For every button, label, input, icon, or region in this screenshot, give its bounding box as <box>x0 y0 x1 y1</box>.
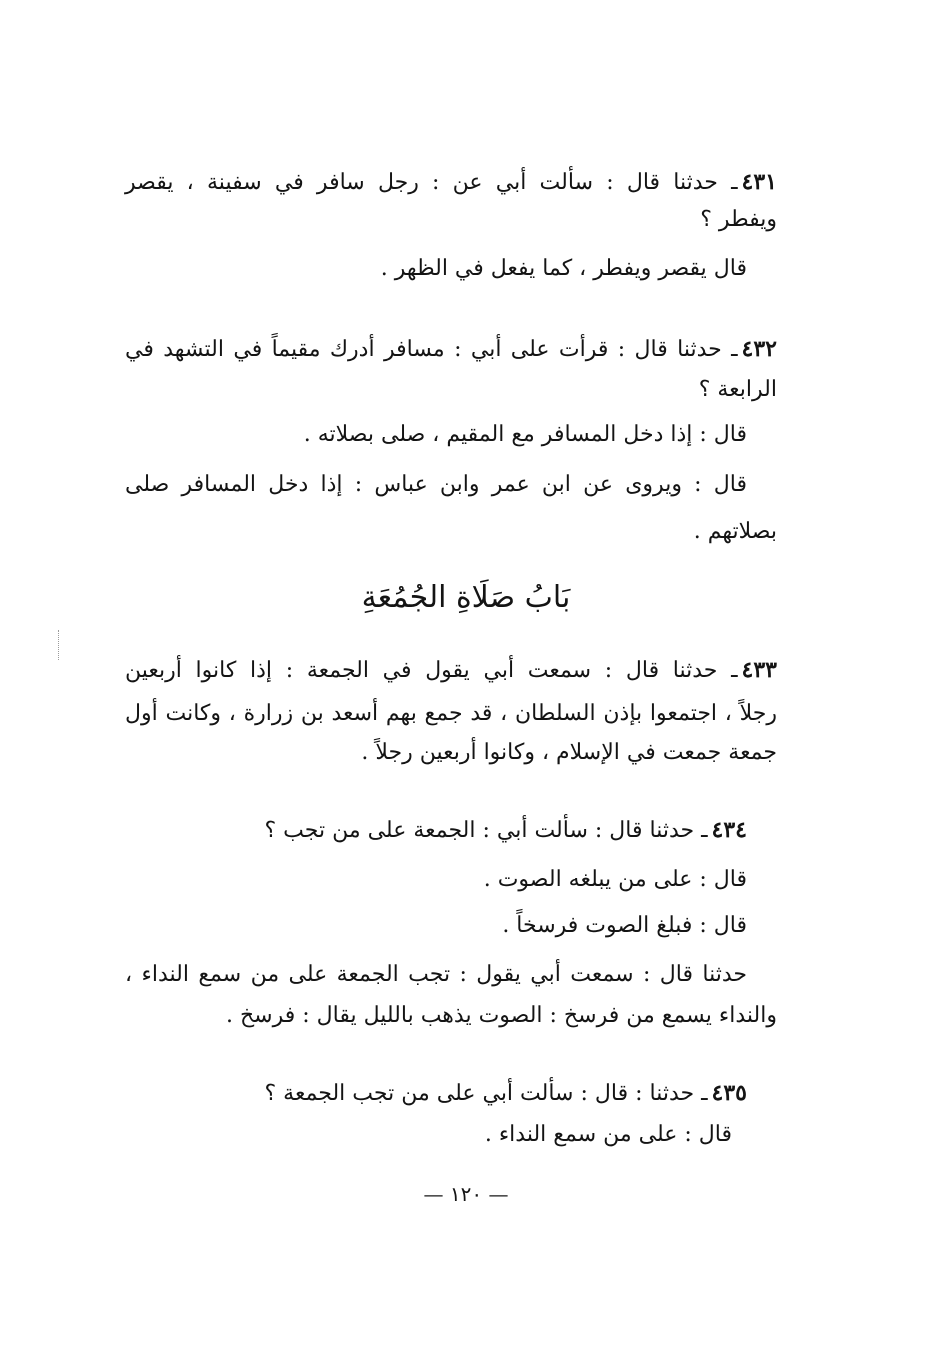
entry-433-line-2: رجلاً ، اجتمعوا بإذن السلطان ، قد جمع بهم أسعد بن زرارة ، وكانت أول <box>125 701 777 726</box>
entry-434-answer-1: قال : على من يبلغه الصوت . <box>483 867 747 892</box>
entry-432-line-2: الرابعة ؟ <box>698 377 777 402</box>
entry-433-line-1 <box>125 655 777 685</box>
entry-432-number: ٤٣٢ <box>741 336 777 362</box>
entry-431-line-2: ويفطر ؟ <box>700 207 777 232</box>
entry-434-answer-2: قال : فبلغ الصوت فرسخاً . <box>502 913 747 938</box>
entry-432-line-1 <box>125 334 777 364</box>
entry-432-note-line-2: بصلاتهم . <box>693 519 777 544</box>
entry-431-line-1 <box>125 167 777 197</box>
entry-434-note-line-2: والنداء يسمع من فرسخ : الصوت يذهب بالليل يقال : فرسخ . <box>225 1003 777 1028</box>
chapter-heading: بَابُ صَلَاةِ الجُمُعَةِ <box>361 580 571 615</box>
entry-432-note-line-1: قال : ويروى عن ابن عمر وابن عباس : إذا دخل المسافر صلى <box>125 472 747 497</box>
entry-434-number: ٤٣٤ <box>711 817 747 843</box>
entry-434-line-1 <box>264 815 747 845</box>
entry-431-number: ٤٣١ <box>741 169 777 195</box>
entry-431-text: ـ حدثنا قال : سألت أبي عن : رجل سافر في سفينة ، يقصر <box>125 170 738 195</box>
margin-dots <box>58 630 60 660</box>
entry-435-answer: قال : على من سمع النداء . <box>484 1122 732 1147</box>
entry-434-text: ـ حدثنا قال : سألت أبي : الجمعة على من تجب ؟ <box>264 818 708 843</box>
entry-433-number: ٤٣٣ <box>741 657 777 683</box>
entry-433-line-3: جمعة جمعت في الإسلام ، وكانوا أربعين رجلاً . <box>361 740 777 765</box>
entry-433-text: ـ حدثنا قال : سمعت أبي يقول في الجمعة : إذا كانوا أربعين <box>125 658 738 683</box>
entry-432-answer: قال : إذا دخل المسافر مع المقيم ، صلى بصلاته . <box>303 422 747 447</box>
entry-432-text: ـ حدثنا قال : قرأت على أبي : مسافر أدرك مقيماً في التشهد في <box>125 337 738 362</box>
page-number: — ١٢٠ — <box>423 1182 509 1206</box>
entry-435-line-1 <box>264 1078 747 1108</box>
entry-434-note-line-1: حدثنا قال : سمعت أبي يقول : تجب الجمعة على من سمع النداء ، <box>125 962 747 987</box>
entry-435-number: ٤٣٥ <box>711 1080 747 1106</box>
entry-431-answer: قال يقصر ويفطر ، كما يفعل في الظهر . <box>380 256 747 281</box>
entry-435-text: ـ حدثنا : قال : سألت أبي على من تجب الجمعة ؟ <box>264 1081 708 1106</box>
